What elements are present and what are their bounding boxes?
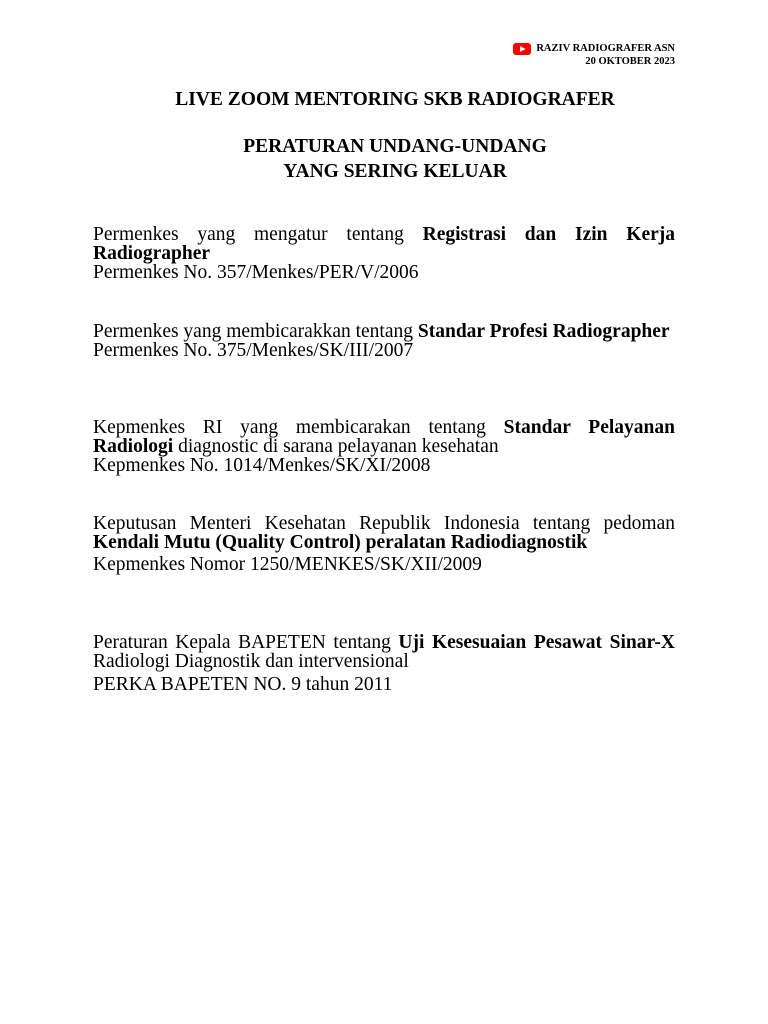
regulation-reference: PERKA BAPETEN NO. 9 tahun 2011: [93, 674, 393, 695]
channel-row: [513, 42, 675, 55]
header-date: 20 OKTOBER 2023: [585, 56, 675, 67]
regulation-entry: [93, 322, 675, 360]
page-title: LIVE ZOOM MENTORING SKB RADIOGRAFER: [175, 89, 615, 110]
youtube-icon: [513, 43, 531, 55]
regulation-entry: [93, 225, 675, 282]
description-text: Peraturan Kepala BAPETEN tentang: [93, 632, 399, 653]
regulation-reference: Permenkes No. 357/Menkes/PER/V/2006: [93, 262, 419, 283]
description-suffix: diagnostic di sarana pelayanan kesehatan: [173, 436, 499, 457]
regulation-description: [93, 633, 675, 671]
regulation-reference: Permenkes No. 375/Menkes/SK/III/2007: [93, 340, 414, 361]
regulation-reference: Kepmenkes Nomor 1250/MENKES/SK/XII/2009: [93, 554, 482, 575]
regulation-description: [93, 514, 675, 552]
description-text: Kepmenkes RI yang membicarakan tentang: [93, 417, 504, 438]
subtitle-line-1: PERATURAN UNDANG-UNDANG: [243, 136, 547, 157]
description-topic: Registrasi dan Izin Kerja Radiographer: [93, 224, 675, 264]
description-topic: Standar Profesi Radiographer: [417, 321, 670, 342]
regulation-description: [93, 418, 675, 456]
description-suffix: Radiologi Diagnostik dan intervensional: [93, 651, 409, 672]
regulation-entry: [93, 418, 675, 475]
description-topic: Kendali Mutu (Quality Control) peralatan Radiodiagnostik: [93, 532, 588, 553]
regulation-entry: [93, 514, 675, 574]
description-text: Permenkes yang membicarakkan tentang: [93, 321, 418, 342]
description-text: Permenkes yang mengatur tentang: [93, 224, 423, 245]
description-topic: Standar Pelayanan Radiologi: [93, 417, 675, 457]
regulation-entry: [93, 633, 675, 694]
regulation-reference: Kepmenkes No. 1014/Menkes/SK/XI/2008: [93, 455, 431, 476]
document-header: [513, 42, 675, 68]
regulation-description: [93, 322, 675, 341]
description-topic: Uji Kesesuaian Pesawat Sinar-X: [398, 632, 675, 653]
channel-name: RAZIV RADIOGRAFER ASN: [536, 43, 675, 54]
regulation-description: [93, 225, 675, 263]
description-text: Keputusan Menteri Kesehatan Republik Indonesia tentang pedoman: [93, 513, 675, 534]
subtitle-line-2: YANG SERING KELUAR: [283, 161, 507, 182]
